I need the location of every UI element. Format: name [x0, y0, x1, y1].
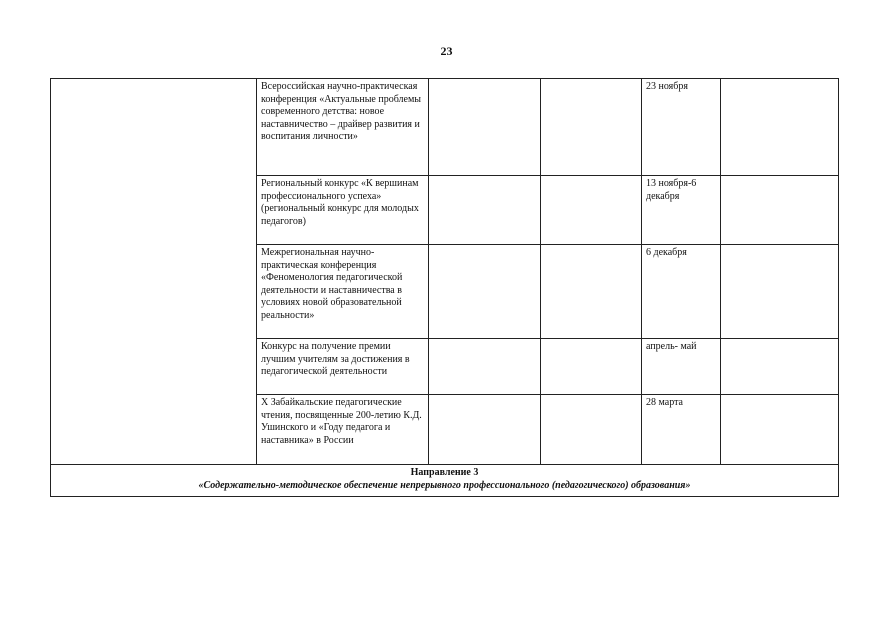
empty-cell	[541, 176, 642, 245]
section-subtitle: «Содержательно-методическое обеспечение непрерывного профессионального (педагогического) образования»	[198, 479, 691, 491]
empty-cell	[429, 245, 541, 339]
empty-cell	[429, 339, 541, 395]
section-heading-cell	[51, 465, 839, 497]
event-cell: X Забайкальские педагогические чтения, посвященные 200-летию К.Д. Ушинского и «Году педагога и наставника» в России	[257, 395, 429, 465]
section-heading-row	[51, 465, 839, 497]
empty-cell	[429, 395, 541, 465]
date-cell: 13 ноября-6 декабря	[642, 176, 721, 245]
empty-cell	[541, 245, 642, 339]
date-cell: апрель- май	[642, 339, 721, 395]
empty-cell	[541, 395, 642, 465]
date-cell: 23 ноября	[642, 79, 721, 176]
event-cell: Межрегиональная научно-практическая конференция «Феноменология педагогической деятельности и наставничества в условиях новой образовательной реальности»	[257, 245, 429, 339]
date-cell: 6 декабря	[642, 245, 721, 339]
empty-cell	[429, 79, 541, 176]
event-cell: Региональный конкурс «К вершинам профессионального успеха» (региональный конкурс для молодых педагогов)	[257, 176, 429, 245]
table-row	[51, 79, 839, 176]
event-cell: Всероссийская научно-практическая конференция «Актуальные проблемы современного детства: новое наставничество – драйвер развития и воспитания личности»	[257, 79, 429, 176]
empty-cell	[721, 79, 839, 176]
section-title: Направление 3	[410, 467, 479, 478]
empty-cell	[429, 176, 541, 245]
direction-cell	[51, 79, 257, 465]
empty-cell	[721, 176, 839, 245]
page-number: 23	[440, 44, 453, 58]
date-cell: 28 марта	[642, 395, 721, 465]
empty-cell	[541, 79, 642, 176]
event-cell: Конкурс на получение премии лучшим учителям за достижения в педагогической деятельности	[257, 339, 429, 395]
empty-cell	[541, 339, 642, 395]
empty-cell	[721, 395, 839, 465]
empty-cell	[721, 339, 839, 395]
events-table	[50, 78, 839, 497]
empty-cell	[721, 245, 839, 339]
